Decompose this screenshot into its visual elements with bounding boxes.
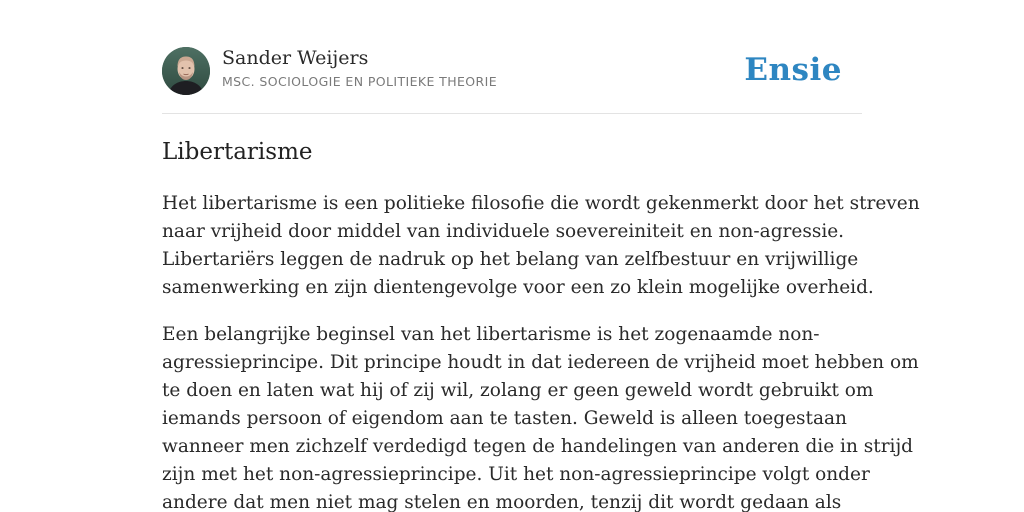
text-line: samenwerking en zijn dientengevolge voor een zo klein mogelijke overheid. [162, 277, 874, 298]
author-header [162, 46, 862, 96]
text-line: Libertariërs leggen de nadruk op het belang van zelfbestuur en vrijwillige [162, 249, 859, 270]
text-line: zijn met het non-agressieprincipe. Uit het non-agressieprincipe volgt onder [162, 464, 870, 485]
article-body [162, 190, 920, 512]
header-divider [162, 113, 862, 114]
text-line: iemands persoon of eigendom aan te tasten. Geweld is alleen toegestaan [162, 408, 847, 429]
ensie-logo[interactable]: Ensie [744, 52, 842, 88]
paragraph-2 [162, 321, 919, 512]
author-avatar[interactable] [162, 47, 210, 95]
text-line: Het libertarisme is een politieke filosofie die wordt gekenmerkt door het streven [162, 193, 920, 214]
text-line: te doen en laten wat hij of zij wil, zolang er geen geweld wordt gebruikt om [162, 380, 874, 401]
article-title: Libertarisme [162, 139, 313, 165]
text-line: naar vrijheid door middel van individuele soevereiniteit en non-agressie. [162, 221, 845, 242]
author-title: MSC. SOCIOLOGIE EN POLITIEKE THEORIE [222, 74, 498, 89]
text-line: wanneer men zichzelf verdedigd tegen de handelingen van anderen die in strijd [162, 436, 914, 457]
text-line: Een belangrijke beginsel van het libertarisme is het zogenaamde non- [162, 324, 820, 345]
paragraph-1 [162, 190, 920, 302]
author-name[interactable]: Sander Weijers [222, 47, 369, 69]
text-line: agressieprincipe. Dit principe houdt in dat iedereen de vrijheid moet hebben om [162, 352, 919, 373]
avatar-portrait [162, 47, 210, 95]
text-line: andere dat men niet mag stelen en moorden, tenzij dit wordt gedaan als [162, 492, 842, 512]
